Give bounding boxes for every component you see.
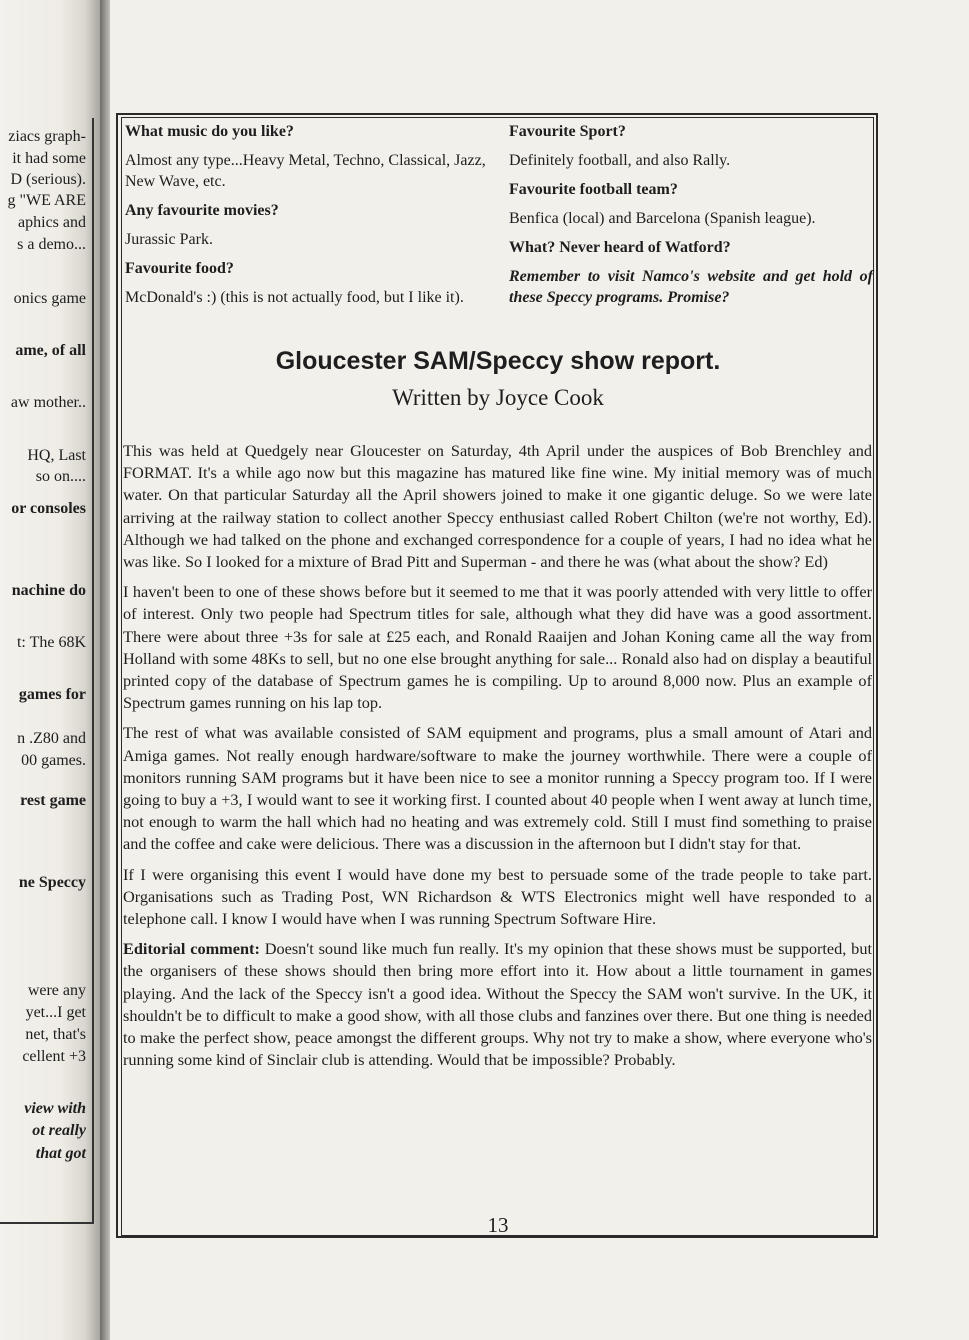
answer-food: McDonald's :) (this is not actually food, but I like it).	[125, 289, 464, 306]
article-body	[123, 440, 872, 1079]
fragment-line: that got	[35, 1145, 86, 1162]
interview-right-column	[509, 121, 873, 308]
fragment-line: net, that's	[25, 1026, 86, 1043]
fragment-line: D (serious).	[10, 171, 86, 188]
fragment-line: view with	[24, 1100, 86, 1117]
fragment-line: onics game	[13, 290, 86, 307]
fragment-line: were any	[27, 982, 86, 999]
fragment-line: nachine do	[11, 582, 86, 599]
paragraph-4: If I were organising this event I would have done my best to persuade some of the trade people to take part. Organisations such as Trading Post, WN Richardson & WTS Electronics might well have responded to a telephone call. I know I would have when I was running Spectrum Software Hire.	[123, 864, 872, 929]
fragment-line: rest game	[20, 792, 86, 809]
fragment-line: 00 games.	[21, 752, 86, 769]
article-title: Gloucester SAM/Speccy show report.	[275, 347, 721, 375]
question-watford: What? Never heard of Watford?	[509, 239, 731, 256]
fragment-line: aw mother..	[10, 394, 86, 411]
fragment-line: cellent +3	[22, 1048, 86, 1065]
promise-text: Remember to visit Namco's website and get hold of these Speccy programs. Promise?	[509, 268, 873, 306]
article-byline: Written by Joyce Cook	[392, 385, 604, 410]
answer-music: Almost any type...Heavy Metal, Techno, Classical, Jazz, New Wave, etc.	[125, 152, 486, 190]
question-music: What music do you like?	[125, 123, 294, 140]
editorial-comment	[123, 938, 872, 1071]
fragment-line: HQ, Last	[27, 447, 86, 464]
fragment-line: games for	[18, 686, 86, 703]
answer-sport: Definitely football, and also Rally.	[509, 152, 731, 169]
question-food: Favourite food?	[125, 260, 234, 277]
fragment-line: t: The 68K	[16, 634, 86, 651]
interview-left-column	[125, 121, 487, 316]
fragment-line: ziacs graph-	[8, 128, 86, 145]
fragment-line: s a demo...	[17, 236, 86, 253]
page-number: 13	[487, 1213, 509, 1237]
fragment-line: or consoles	[11, 500, 86, 517]
fragment-line: g "WE ARE	[7, 192, 86, 209]
fragment-line: ame, of all	[15, 342, 86, 359]
answer-movies: Jurassic Park.	[125, 231, 213, 248]
question-team: Favourite football team?	[509, 181, 678, 198]
fragment-line: ne Speccy	[18, 874, 86, 891]
paragraph-3: The rest of what was available consisted of SAM equipment and programs, plus a small amount of Atari and Amiga games. Not really enough hardware/software to make the journey worthwhile. There were a couple of monitors running SAM programs but it have been nice to see a monitor running a Speccy program too. If I were going to buy a +3, I would want to see it working first. I counted about 40 people when I went away at lunch time, not enough to warm the hall which had no heating and was extremely cold. Still I must find something to praise and the coffee and cake were delicious. There was a discussion in the afternoon but I didn't stay for that.	[123, 723, 872, 854]
fragment-line: n .Z80 and	[17, 730, 86, 747]
paragraph-1: This was held at Quedgely near Gloucester on Saturday, 4th April under the auspices of Bob Brenchley and FORMAT. It's a while ago now but this magazine has matured like fine wine. My initial memory was of much water. On that particular Saturday all the April showers joined to make it one gigantic deluge. So we were late arriving at the railway station to collect another Speccy enthusiast called Robert Chilton (we're not worthy, Ed). Although we had talked on the phone and exchanged correspondence for a couple of years, I had no idea what he was like. So I looked for a mixture of Brad Pitt and Superman - and there he was (what about the show? Ed)	[123, 441, 872, 572]
fragment-line: aphics and	[18, 214, 86, 231]
fragment-line: so on....	[35, 468, 86, 485]
editorial-label: Editorial comment:	[123, 939, 260, 959]
fragment-line: it had some	[12, 150, 86, 167]
paragraph-2: I haven't been to one of these shows before but it seemed to me that it was poorly attended with very little to offer of interest. Only two people had Spectrum titles for sale, although what they did have was a good assortment. There were about three +3s for sale at £25 each, and Ronald Raaijen and Johan Koning came all the way from Holland with some 48Ks to sell, but no one else brought anything for sale... Ronald also had on display a beautiful printed copy of the database of Spectrum games he is compiling. Up to around 8,000 now. Plus an example of Spectrum games running on his lap top.	[123, 582, 872, 713]
previous-page-text-fragment	[0, 118, 94, 1224]
question-movies: Any favourite movies?	[125, 202, 279, 219]
question-sport: Favourite Sport?	[509, 123, 626, 140]
answer-team: Benfica (local) and Barcelona (Spanish league).	[509, 210, 816, 227]
fragment-line: ot really	[32, 1122, 86, 1139]
fragment-line: yet...I get	[25, 1004, 86, 1021]
editorial-text: Doesn't sound like much fun really. It's my opinion that these shows must be supported, but the organisers of these shows should then bring more effort into it. How about a little tournament in games playing. And the lack of the Speccy isn't a good idea. Without the Speccy the SAM won't survive. In the UK, it shouldn't be to difficult to make a good show, with all those clubs and fanzines over there. But one thing is needed to make the perfect show, peace amongst the different groups. Why not try to make a show, where everyone who's running some kind of Sinclair club is attending. Would that be impossible? Probably.	[123, 939, 872, 1070]
